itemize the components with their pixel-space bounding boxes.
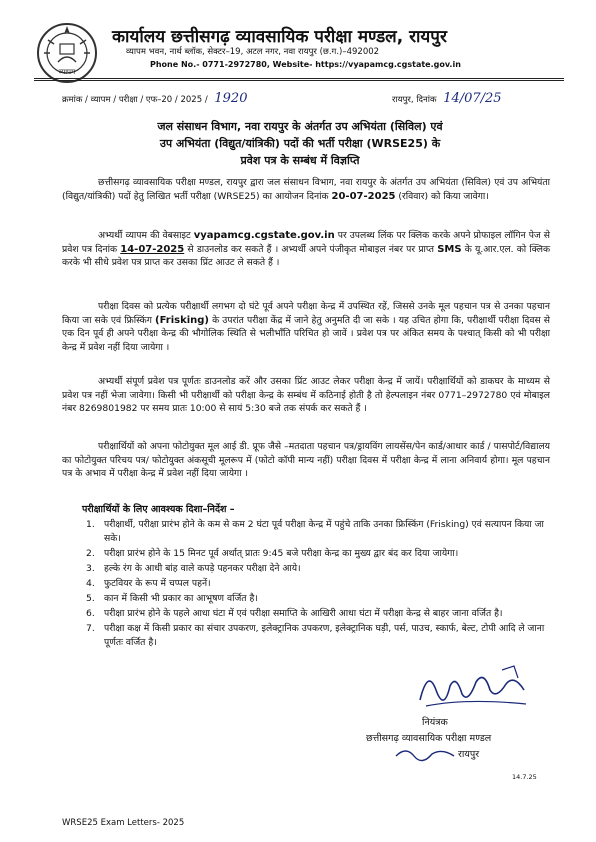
signatory-organisation: छत्तीसगढ़ व्यावसायिक परीक्षा मण्डल [366,733,492,744]
list-item: 2. परीक्षा प्रारंभ होने के 15 मिनट पूर्व अर्थात् प्रातः 9:45 बजे परीक्षा केन्द्र का मुख्य द्वार बंद कर दिया जायेगा। [86,548,459,559]
paragraph-id-proof: परीक्षार्थियों को अपना फोटोयुक्त मूल आई डी. प्रूफ जैसे –मतदाता पहचान पत्र/ड्रायविंग लायसेंस/पेन कार्ड/आधार कार्ड / पासपोर्ट/विद्यालय का फोटोयुक्त परिचय पत्र/ फोटोयुक्त अंकसूची मूलरूप में (फोटो कॉपी मान्य नहीं) परीक्षा दिवस में परीक्षा केन्द्र में लाना अनिवार्य होगा। मूल पहचान पत्र के अभाव में परीक्षा केन्द्र में प्रवेश नहीं दिया जायेगा । [62,441,550,480]
list-item: 5. कान में किसी भी प्रकार का आभूषण वर्जित है। [86,593,258,604]
header-divider [34,78,564,79]
list-item: 4. फुटवियर के रूप में चप्पल पहनें। [86,578,211,589]
signature-scribble [406,660,546,716]
stamp-date: 14.7.25 [512,773,537,781]
handwritten-date: 14/07/25 [443,91,502,106]
paragraph-admit-card-download: अभ्यर्थी व्यापम की वेबसाइट vyapamcg.cgstate.gov.in पर उपलब्ध लिंक पर क्लिक करके अपने प्रोफाइल लॉगिन पेज से प्रवेश पत्र दिनांक 14-07-2025 से डाउनलोड कर सकते हैं । अभ्यर्थी अपने पंजीकृत मोबाइल नंबर पर प्राप्त SMS के यू.आर.एल. को क्लिक करके भी सीधे प्रवेश पत्र प्राप्त कर उसका प्रिंट आउट ले सकते हैं । [62,230,551,269]
logo-text: व्यापम [58,68,76,76]
paragraph-exam-date: छत्तीसगढ़ व्यावसायिक परीक्षा मण्डल, रायपुर द्वारा जल संसाधन विभाग, नवा रायपुर के अंतर्गत उप अभियंता (सिविल) एवं उप अभियंता (विद्युत/यांत्रिकी) पदों हेतु लिखित भर्ती परीक्षा (WRSE25) का आयोजन दिनांक 20-07-2025 (रविवार) को किया जावेगा। [62,177,550,202]
list-item: 6. परीक्षा प्रारंभ होने के पहले आधा घंटा में एवं परीक्षा समाप्ति के आखिरी आधा घंटा में परीक्षा केन्द्र से बाहर जाना वर्जित है। [86,608,503,619]
initials-scribble [392,744,458,762]
website-link[interactable]: vyapamcg.cgstate.gov.in [193,230,335,241]
office-title: कार्यालय छत्तीसगढ़ व्यावसायिक परीक्षा मण्डल, रायपुर [112,27,447,47]
emblem-logo-icon [36,22,98,84]
list-item: 7. परीक्षा कक्ष में किसी प्रकार का संचार उपकरण, इलेक्ट्रानिक उपकरण, इलेक्ट्रानिक घड़ी, पर्स, पाउच, स्कार्फ, बेल्ट, टोपी आदि ले जाना पूर्णतः वर्जित है। [86,623,545,648]
instructions-list [86,518,548,651]
notice-subject: जल संसाधन विभाग, नवा रायपुर के अंतर्गत उप अभियंता (सिविल) एवं उप अभियंता (विद्युत/यांत्रिकी) पदों की भर्ती परीक्षा (WRSE25) के प्रवेश पत्र के सम्बंध में विज्ञप्ति [157,120,443,167]
signatory-city: रायपुर [458,749,480,760]
office-phone-website: Phone No.- 0771-2972780, Website- https://vyapamcg.cgstate.gov.in [150,60,461,69]
reference-number: क्रमांक / व्यापम / परीक्षा / एफ–20 / 2025 / 1920 [62,91,248,106]
instructions-title: परीक्षार्थियों के लिए आवश्यक दिशा–निर्देश – [82,504,235,515]
place-date: रायपुर, दिनांक 14/07/25 [392,91,502,106]
header-divider-2 [34,80,564,81]
office-address: व्यापम भवन, नार्थ ब्लॉक, सेक्टर–19, अटल नगर, नवा रायपुर (छ.ग.)–492002 [126,47,380,57]
page-footer: WRSE25 Exam Letters- 2025 [62,818,185,828]
list-item: 1. परीक्षार्थी, परीक्षा प्रारंभ होने के कम से कम 2 घंटा पूर्व परीक्षा केन्द्र में पहुंचे ताकि उनका फ्रिस्किंग (Frisking) एवं सत्यापन किया जा सके। [86,519,544,544]
signatory-role: नियंत्रक [422,717,448,728]
paragraph-reporting-time: परीक्षा दिवस को प्रत्येक परीक्षार्थी लगभग दो घंटे पूर्व अपने परीक्षा केन्द्र में उपस्थित रहें, जिससे उनके मूल पहचान पत्र से उनका पहचान किया जा सके एवं फ्रिस्किंग (Frisking) के उपरांत परीक्षा केंद्र में जाने हेतु अनुमति दी जा सके । यह उचित होगा कि, परीक्षार्थी परीक्षा दिवस से एक दिन पूर्व ही अपने परीक्षा केन्द्र की भौगोलिक स्थिति से भलीभाँति परिचित हो जावें । प्रवेश पत्र पर अंकित समय के पश्चात् किसी को भी परीक्षा केन्द्र में प्रवेश नहीं दिया जायेगा । [62,301,551,353]
paragraph-helpline: अभ्यर्थी संपूर्ण प्रवेश पत्र पूर्णतः डाउनलोड करें और उसका प्रिंट आउट लेकर परीक्षा केन्द्र में जायें। परीक्षार्थियों को डाकघर के माध्यम से प्रवेश पत्र नहीं भेजा जावेगा। किसी भी परीक्षार्थी को परीक्षा केन्द्र के सम्बंध में कठिनाई होती है तो हेल्पलाइन नंबर 0771–2972780 एवं मोबाइल नंबर 8269801982 पर समय प्रातः 10:00 से सायं 5:30 बजे तक संपर्क कर सकते हैं । [62,376,550,415]
handwritten-ref-number: 1920 [214,91,248,106]
list-item: 3. हल्के रंग के आधी बांह वाले कपड़े पहनकर परीक्षा देने आये। [86,563,301,574]
